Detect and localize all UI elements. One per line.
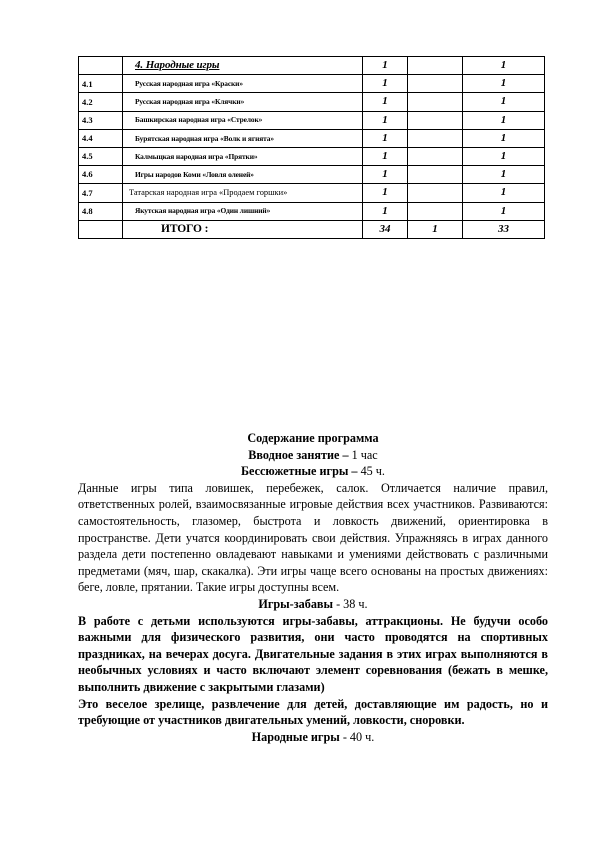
hours-total: 1 [363,111,408,129]
hours-total: 1 [363,57,408,75]
hours-theory [408,111,463,129]
hours-practice: 1 [463,202,545,220]
hours-theory [408,147,463,165]
hours-practice: 1 [463,129,545,147]
hours-total: 1 [363,75,408,93]
row-number: 4.4 [79,129,123,147]
folk-hours: - 40 ч. [339,729,375,744]
hours-theory [408,57,463,75]
program-content [78,430,548,745]
hours-theory [408,93,463,111]
fun-label: Игры-забавы [258,596,334,611]
hours-practice: 1 [463,57,545,75]
game-name: Игры народов Коми «Ловля оленей» [123,166,363,184]
fun-hours: - 38 ч. [333,596,368,611]
hours-theory [408,202,463,220]
hours-total: 1 [363,147,408,165]
folk-label: Народные игры [251,729,340,744]
total-label: ИТОГО : [123,220,363,238]
table-section-row [79,57,545,75]
game-name: Бурятская народная игра «Волк и ягнята» [123,129,363,147]
hours-total: 1 [363,184,408,202]
row-number: 4.6 [79,166,123,184]
row-number: 4.2 [79,93,123,111]
fun-games-paragraph-2: Это веселое зрелище, развлечение для детей, доставляющие им радость, но и требующие от участников двигательных умений, ловкости, сноровки. [78,696,548,728]
hours-practice: 1 [463,184,545,202]
row-number [79,220,123,238]
table-row [79,111,545,129]
hours-practice: 1 [463,111,545,129]
intro-label: Вводное занятие – [248,447,349,462]
game-name: Русская народная игра «Краски» [123,75,363,93]
total-practice: 33 [463,220,545,238]
section-title: 4. Народные игры [123,57,363,75]
game-name: Башкирская народная игра «Стрелок» [123,111,363,129]
hours-theory [408,75,463,93]
hours-total: 1 [363,93,408,111]
row-number: 4.7 [79,184,123,202]
fun-games-paragraph: В работе с детьми используются игры-забавы, аттракционы. Не будучи особо важными для физического развития, они часто проводятся на спортивных праздниках, на вечерах досуга. Двигательные задания в этих играх выполняются в необычных условиях и часто включают элемент соревнования (бежать в мешке, выполнить движение с закрытыми глазами) [78,613,548,694]
table-row [79,166,545,184]
hours-total: 1 [363,129,408,147]
hours-practice: 1 [463,93,545,111]
row-number: 4.5 [79,147,123,165]
table-row [79,147,545,165]
table-row [79,93,545,111]
hours-practice: 1 [463,147,545,165]
plotless-hours: 45 ч. [357,464,385,479]
row-number [79,57,123,75]
fun-games-heading [78,596,548,613]
plotless-label: Бессюжетные игры – [241,464,358,479]
table-row [79,202,545,220]
table-row [79,184,545,202]
hours-theory [408,166,463,184]
hours-theory [408,184,463,202]
plotless-heading [78,463,548,480]
hours-theory [408,129,463,147]
game-name: Русская народная игра «Клячки» [123,93,363,111]
game-name: Калмыцкая народная игра «Прятки» [123,147,363,165]
curriculum-table [78,56,545,239]
content-title: Содержание программа [247,431,379,445]
row-number: 4.1 [79,75,123,93]
hours-total: 1 [363,166,408,184]
total-theory: 1 [408,220,463,238]
total-hours: 34 [363,220,408,238]
table-row [79,129,545,147]
row-number: 4.3 [79,111,123,129]
folk-games-heading [78,729,548,746]
game-name: Татарская народная игра «Продаем горшки» [123,184,363,202]
row-number: 4.8 [79,202,123,220]
intro-hours: 1 час [348,447,378,462]
table-row [79,75,545,93]
plotless-paragraph: Данные игры типа ловишек, перебежек, салок. Отличается наличие правил, ответственных ролей, взаимосвязанные игровые действия всех участников. Развиваются: самостоятельность, глазомер, быстрота и ловкость движений, ориентировка в пространстве. Дети учатся координировать свои действия. Упражняясь в играх данного раздела дети постепенно овладевают навыками и умениями действовать с различными предметами (мяч, шар, скакалка). Эти игры чаще всего основаны на простых движениях: беге, ловле, прятании. Такие игры доступны всем. [78,480,548,595]
table-total-row [79,220,545,238]
intro-heading [78,447,548,464]
hours-total: 1 [363,202,408,220]
hours-practice: 1 [463,75,545,93]
game-name: Якутская народная игра «Один лишний» [123,202,363,220]
hours-practice: 1 [463,166,545,184]
